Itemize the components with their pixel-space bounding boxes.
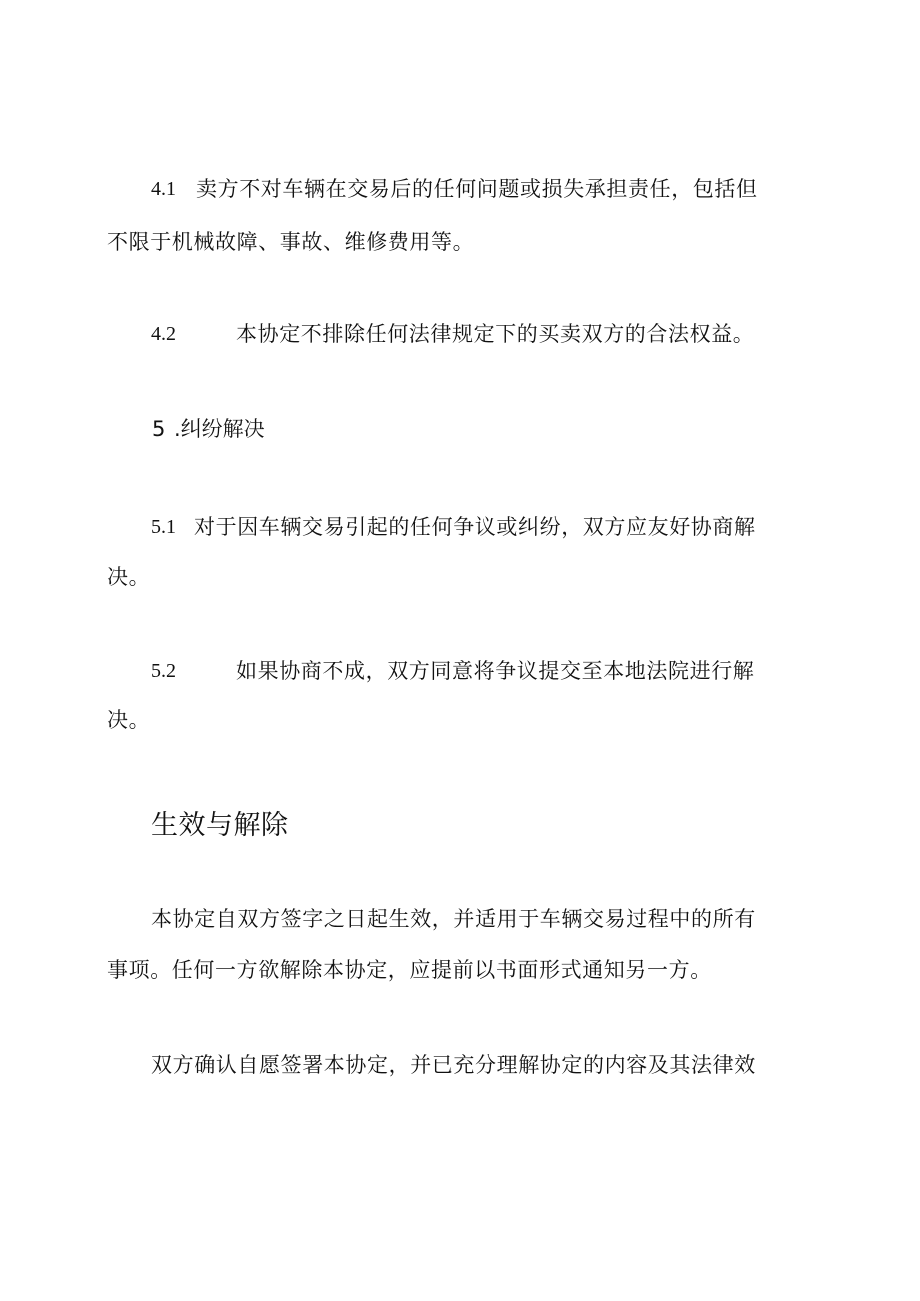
clause-4-2-text: 本协定不排除任何法律规定下的买卖双方的合法权益。 [236, 322, 755, 346]
section-effect-title: 生效与解除 [151, 810, 289, 841]
clause-5-2-text-line2: 决。 [107, 708, 151, 732]
paragraph-effect-line1: 本协定自双方签字之日起生效，并适用于车辆交易过程中的所有 [151, 907, 756, 931]
clause-4-2-number: 4.2 [151, 323, 176, 345]
paragraph-effect-line2: 事项。任何一方欲解除本协定，应提前以书面形式通知另一方。 [107, 958, 712, 982]
section-5-title: .纠纷解决 [174, 417, 265, 441]
paragraph-confirm-line1: 双方确认自愿签署本协定，并已充分理解协定的内容及其法律效 [151, 1053, 756, 1077]
clause-5-2-text-line1: 如果协商不成，双方同意将争议提交至本地法院进行解 [236, 659, 755, 683]
clause-5-2-number: 5.2 [151, 660, 176, 682]
clause-5-1-text-line1: 对于因车辆交易引起的任何争议或纠纷，双方应友好协商解 [194, 515, 756, 539]
clause-5-1-number: 5.1 [151, 516, 176, 538]
clause-4-1-text-line2: 不限于机械故障、事故、维修费用等。 [107, 230, 475, 254]
clause-5-1-text-line2: 决。 [107, 565, 151, 589]
section-5-number: 5 [152, 417, 166, 441]
clause-4-1-number: 4.1 [151, 178, 176, 200]
clause-4-1-text-line1: 卖方不对车辆在交易后的任何问题或损失承担责任，包括但 [196, 177, 758, 201]
